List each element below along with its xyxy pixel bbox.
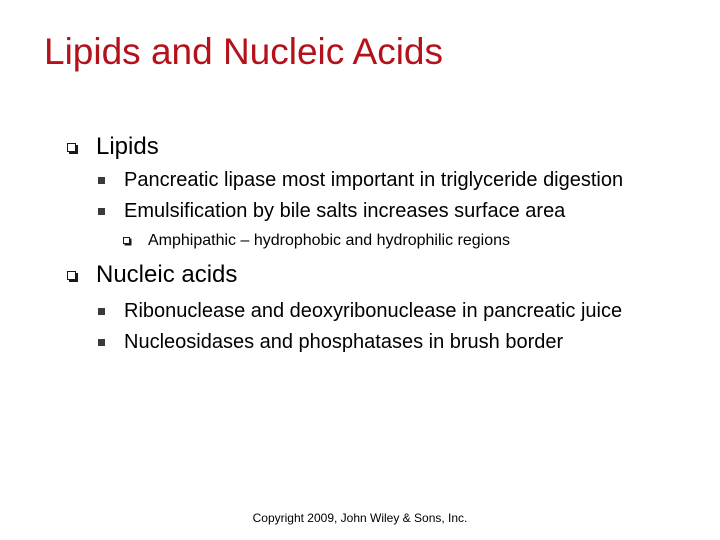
section-heading-lipids: Lipids: [96, 133, 159, 160]
filled-square-bullet-icon: [98, 208, 105, 215]
filled-square-bullet-icon: [98, 308, 105, 315]
hollow-square-bullet-icon: [67, 271, 76, 280]
hollow-square-bullet-icon: [67, 143, 76, 152]
bullet-nucleosidases: Nucleosidases and phosphatases in brush border: [124, 331, 564, 353]
section-heading-nucleic-acids: Nucleic acids: [96, 261, 238, 288]
filled-square-bullet-icon: [98, 177, 105, 184]
filled-square-bullet-icon: [98, 339, 105, 346]
bullet-emulsification: Emulsification by bile salts increases surface area: [124, 200, 566, 222]
bullet-pancreatic-lipase: Pancreatic lipase most important in triglyceride digestion: [124, 169, 624, 191]
bullet-ribonuclease: Ribonuclease and deoxyribonuclease in pancreatic juice: [124, 300, 623, 322]
hollow-square-bullet-icon: [123, 237, 130, 244]
sub-bullet-amphipathic: Amphipathic – hydrophobic and hydrophilic regions: [148, 232, 510, 249]
slide-title: Lipids and Nucleic Acids: [44, 31, 443, 72]
copyright-footer: Copyright 2009, John Wiley & Sons, Inc.: [252, 511, 468, 525]
